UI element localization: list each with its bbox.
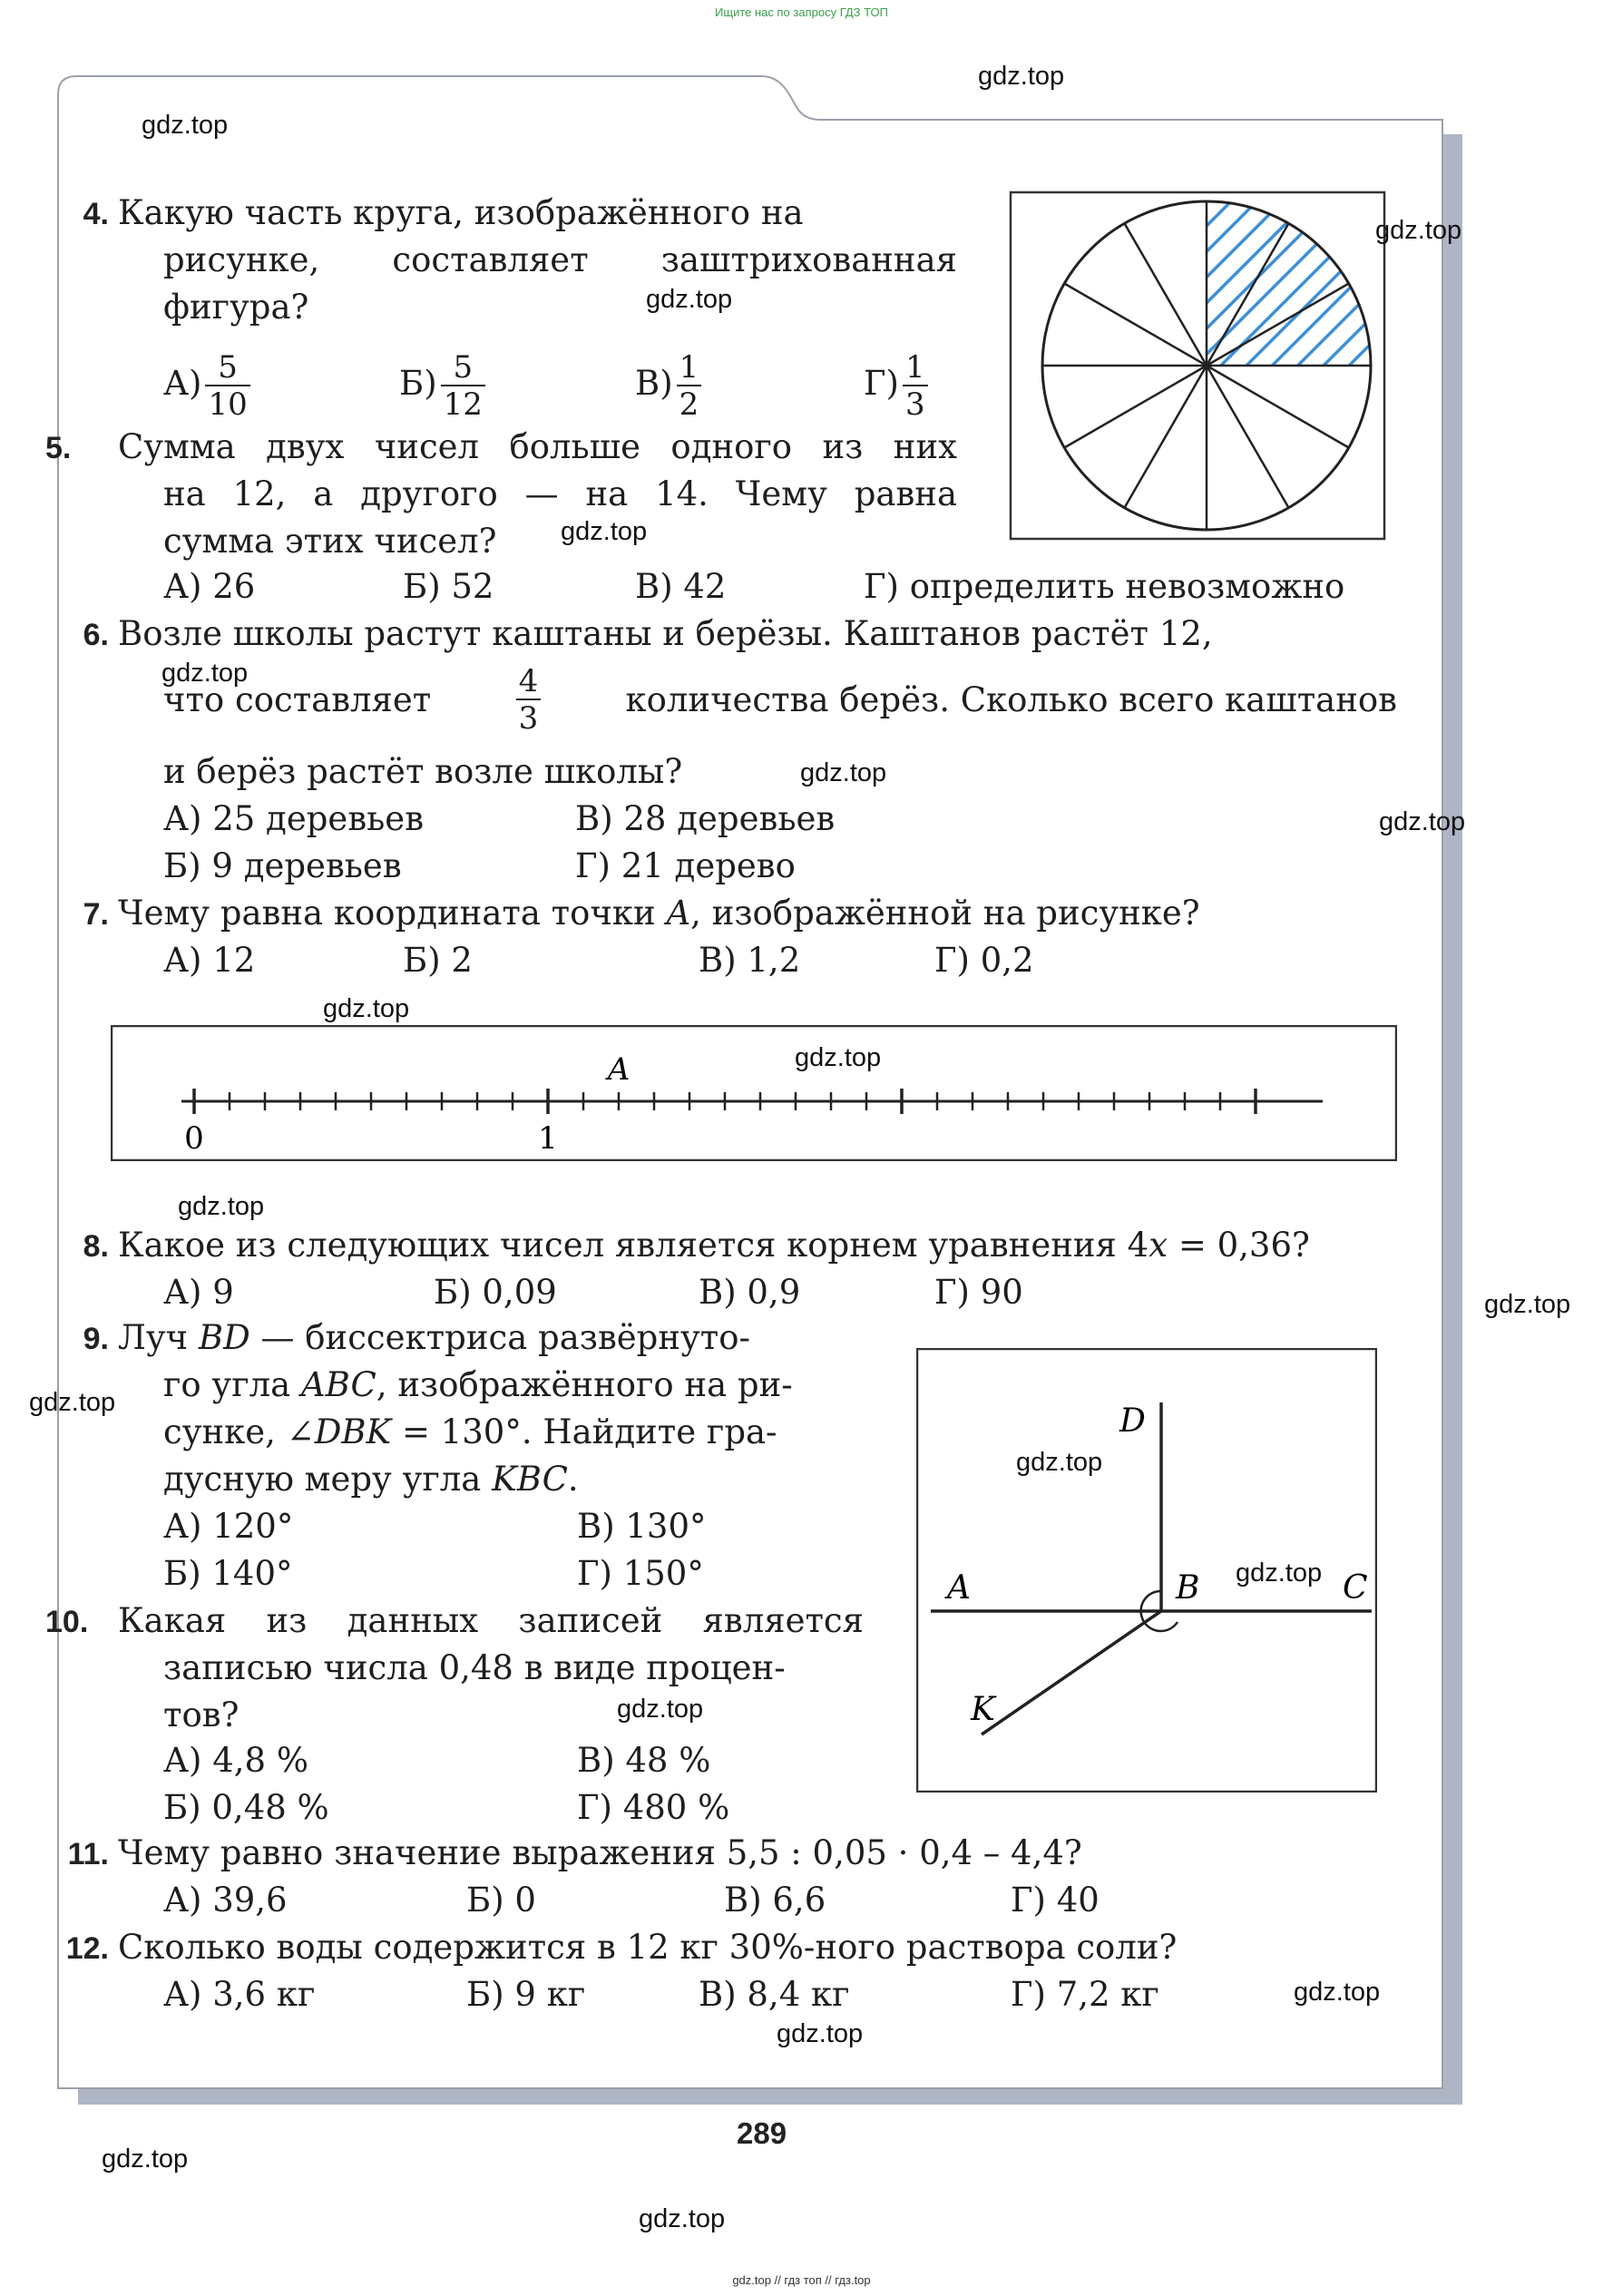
q5-line-2: на 12, а другого — на 14. Чему равна bbox=[163, 474, 957, 513]
q7-numberline-figure bbox=[111, 1025, 1397, 1161]
watermark: gdz.top bbox=[1294, 1978, 1381, 2007]
q6-choice-d: Г) 21 дерево bbox=[575, 846, 796, 885]
watermark: gdz.top bbox=[1016, 1448, 1103, 1477]
q7-one-label: 1 bbox=[538, 1120, 558, 1157]
q5-choice-b: Б) 52 bbox=[403, 567, 494, 606]
q11-choice-c: В) 6,6 bbox=[724, 1881, 826, 1920]
watermark: gdz.top bbox=[102, 2145, 189, 2174]
q7-zero-label: 0 bbox=[184, 1120, 204, 1157]
q11-line-1: 11. Чему равно значение выражения 5,5 : 0,05 · 0,4 – 4,4? bbox=[45, 1832, 1082, 1875]
q9-label-c: C bbox=[1343, 1569, 1368, 1607]
page-number: 289 bbox=[737, 2116, 787, 2150]
q5-choice-a: А) 26 bbox=[163, 567, 256, 606]
q7-point-label: A bbox=[607, 1051, 630, 1088]
q9-label-k: K bbox=[971, 1691, 995, 1728]
q8-choice-c: В) 0,9 bbox=[699, 1273, 801, 1312]
q10-choice-c: В) 48 % bbox=[577, 1741, 711, 1780]
q12-choice-c: В) 8,4 кг bbox=[699, 1975, 850, 2014]
q8-line-1: 8. Какое из следующих чисел является корнем уравнения 4x = 0,36? bbox=[45, 1225, 1310, 1267]
q4-line-1: 4. Какую часть круга, изображённого на bbox=[45, 192, 804, 235]
q9-line-3: сунке, ∠DBK = 130°. Найдите гра- bbox=[163, 1412, 777, 1451]
q8-choice-d: Г) 90 bbox=[934, 1273, 1023, 1312]
q6-line-1: 6. Возле школы растут каштаны и берёзы. Каштанов растёт 12, bbox=[45, 613, 1213, 656]
q6-number: 6. bbox=[83, 618, 109, 652]
q5-choice-c: В) 42 bbox=[635, 567, 727, 606]
q4-choice-d: Г) $\frac{1}{3}$ bbox=[864, 352, 932, 420]
q4-number: 4. bbox=[83, 197, 109, 231]
q6-choice-b: Б) 9 деревьев bbox=[163, 846, 402, 885]
q5-line-3: сумма этих чисел? bbox=[163, 522, 497, 561]
watermark: gdz.top bbox=[161, 659, 249, 688]
q10-number: 10. bbox=[45, 1605, 89, 1639]
q11-choice-b: Б) 0 bbox=[466, 1881, 536, 1920]
footer-note: gdz.top // гдз топ // гдз.top bbox=[732, 2273, 871, 2287]
watermark: gdz.top bbox=[800, 758, 887, 787]
q11-number: 11. bbox=[67, 1837, 109, 1871]
q10-line-3: тов? bbox=[163, 1695, 239, 1734]
header-note: Ищите нас по запросу ГДЗ ТОП bbox=[715, 5, 888, 19]
q7-figure-border bbox=[112, 1026, 1396, 1160]
watermark: gdz.top bbox=[1379, 807, 1466, 836]
q6-choice-a: А) 25 деревьев bbox=[163, 799, 425, 838]
q5-choice-d: Г) определить невозможно bbox=[864, 567, 1345, 606]
q6-line-3: и берёз растёт возле школы? bbox=[163, 752, 683, 791]
watermark: gdz.top bbox=[561, 517, 648, 546]
watermark: gdz.top bbox=[978, 62, 1065, 91]
q8-choice-b: Б) 0,09 bbox=[434, 1273, 557, 1312]
q12-choice-b: Б) 9 кг bbox=[466, 1975, 586, 2014]
q7-choice-c: В) 1,2 bbox=[699, 941, 801, 980]
q11-choice-a: А) 39,6 bbox=[163, 1881, 288, 1920]
q6-choice-c: В) 28 деревьев bbox=[575, 799, 836, 838]
q12-choice-d: Г) 7,2 кг bbox=[1011, 1975, 1159, 2014]
q10-line-2: записью числа 0,48 в виде процен- bbox=[163, 1648, 786, 1687]
q12-choice-a: А) 3,6 кг bbox=[163, 1975, 316, 2014]
watermark: gdz.top bbox=[639, 2204, 726, 2233]
q9-number: 9. bbox=[83, 1322, 109, 1356]
q7-number: 7. bbox=[83, 897, 109, 932]
q5-line-1: 5. Сумма двух чисел больше одного из них bbox=[45, 426, 957, 468]
watermark: gdz.top bbox=[777, 2019, 864, 2048]
q9-line-2: го угла ABC, изображённого на ри- bbox=[163, 1365, 793, 1404]
q12-number: 12. bbox=[65, 1931, 109, 1966]
q9-choice-c: В) 130° bbox=[577, 1507, 707, 1546]
watermark: gdz.top bbox=[29, 1388, 116, 1417]
q9-line-4: дусную меру угла KBC. bbox=[163, 1460, 579, 1499]
q9-choice-a: А) 120° bbox=[163, 1507, 294, 1546]
q9-label-d: D bbox=[1119, 1402, 1146, 1440]
q4-choice-a: А) $\frac{5}{10}$ bbox=[163, 352, 254, 420]
watermark: gdz.top bbox=[1375, 216, 1462, 245]
watermark: gdz.top bbox=[795, 1043, 882, 1072]
q10-choice-a: А) 4,8 % bbox=[163, 1741, 308, 1780]
watermark: gdz.top bbox=[323, 994, 410, 1023]
watermark: gdz.top bbox=[617, 1695, 704, 1724]
q8-choice-a: А) 9 bbox=[163, 1273, 234, 1312]
q9-label-a: A bbox=[947, 1569, 971, 1607]
q9-label-b: B bbox=[1176, 1569, 1200, 1607]
q10-line-1: 10. Какая из данных записей является bbox=[45, 1600, 864, 1642]
watermark: gdz.top bbox=[1236, 1558, 1323, 1588]
q6-line-2: что составляет $\frac{4}{3}$ количества берёз. Сколько всего каштанов bbox=[163, 663, 1397, 737]
q9-line-1: 9. Луч BD — биссектриса развёрнуто- bbox=[45, 1317, 750, 1360]
q7-choice-d: Г) 0,2 bbox=[934, 941, 1034, 980]
q4-choice-b: Б) $\frac{5}{12}$ bbox=[399, 352, 489, 420]
q4-choice-c: В) $\frac{1}{2}$ bbox=[635, 352, 705, 420]
q9-choice-b: Б) 140° bbox=[163, 1554, 293, 1593]
q8-number: 8. bbox=[83, 1229, 109, 1264]
q9-choice-d: Г) 150° bbox=[577, 1554, 704, 1593]
watermark: gdz.top bbox=[1484, 1290, 1571, 1319]
q7-choice-b: Б) 2 bbox=[403, 941, 473, 980]
q10-choice-d: Г) 480 % bbox=[577, 1788, 730, 1827]
q4-circle-figure bbox=[1009, 191, 1386, 541]
q5-number: 5. bbox=[45, 431, 72, 465]
q12-line-1: 12. Сколько воды содержится в 12 кг 30%-ного раствора соли? bbox=[45, 1927, 1177, 1969]
q7-line-1: 7. Чему равна координата точки A, изображённой на рисунке? bbox=[45, 893, 1200, 935]
q4-line-2: рисунке, составляет заштрихованная bbox=[163, 240, 957, 279]
q4-line-3: фигура? bbox=[163, 288, 309, 327]
watermark: gdz.top bbox=[178, 1192, 265, 1221]
q7-choice-a: А) 12 bbox=[163, 941, 256, 980]
q10-choice-b: Б) 0,48 % bbox=[163, 1788, 329, 1827]
watermark: gdz.top bbox=[142, 111, 229, 140]
q6-fraction: $\frac{4}{3}$ bbox=[516, 666, 542, 734]
q11-choice-d: Г) 40 bbox=[1011, 1881, 1100, 1920]
watermark: gdz.top bbox=[646, 285, 733, 314]
